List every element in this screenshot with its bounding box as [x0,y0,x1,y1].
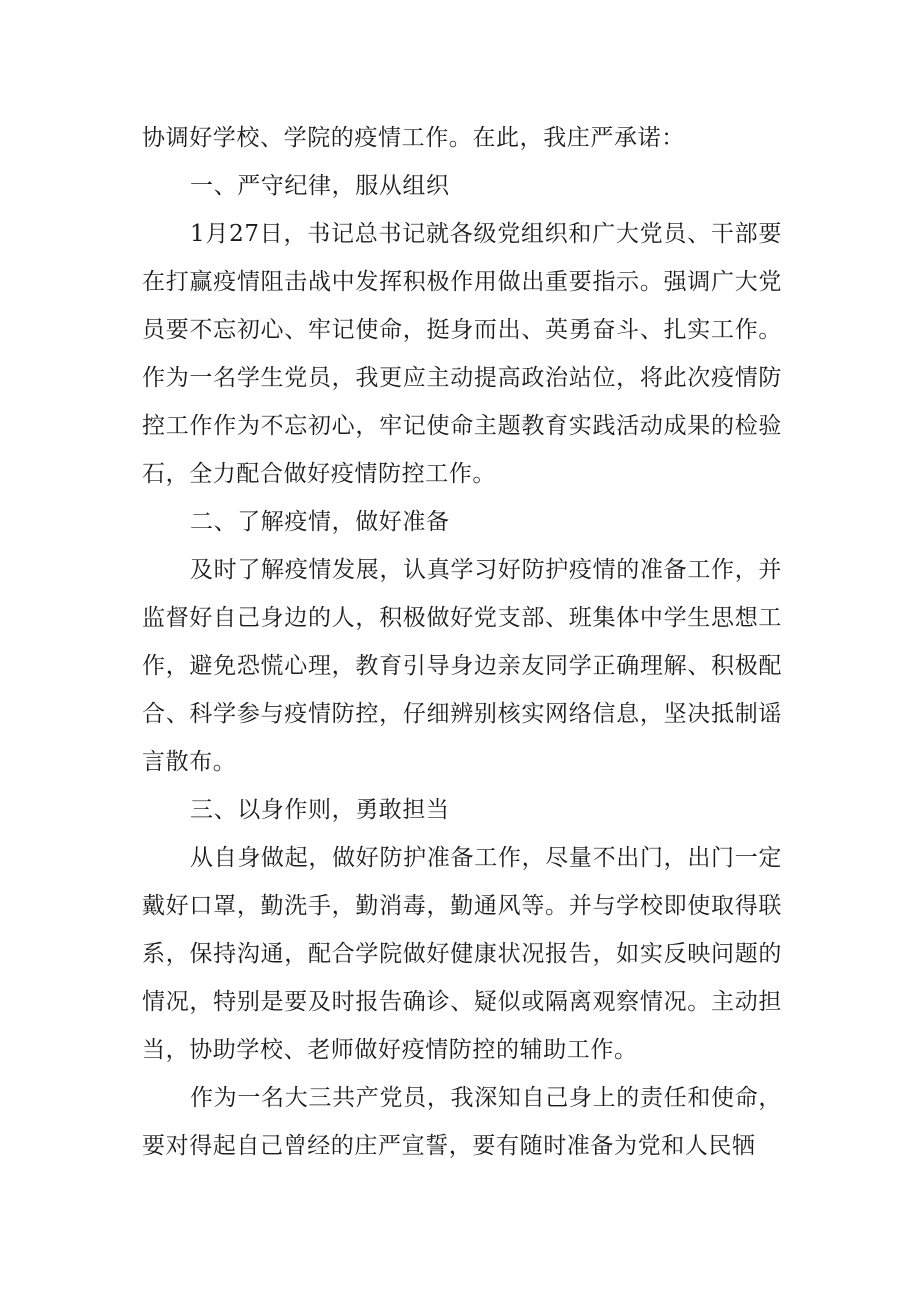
heading-responsibility: 三、以身作则，勇敢担当 [190,797,450,823]
paragraph-closing: 作为一名大三共产党员，我深知自己身上的责任和使命，要对得起自己曾经的庄严宣誓，要有随时准备为党和人民牺 [142,1085,782,1159]
heading-preparation: 二、了解疫情，做好准备 [190,509,450,535]
document-body [142,114,782,1170]
paragraph-preparation: 及时了解疫情发展，认真学习好防护疫情的准备工作，并监督好自己身边的人，积极做好党支部、班集体中学生思想工作，避免恐慌心理，教育引导身边亲友同学正确理解、积极配合、科学参与疫情防控，仔细辨别核实网络信息，坚决抵制谣言散布。 [142,557,782,775]
paragraph-discipline: 1月27日，书记总书记就各级党组织和广大党员、干部要在打赢疫情阻击战中发挥积极作用做出重要指示。强调广大党员要不忘初心、牢记使命，挺身而出、英勇奋斗、扎实工作。作为一名学生党员，我更应主动提高政治站位，将此次疫情防控工作作为不忘初心，牢记使命主题教育实践活动成果的检验石，全力配合做好疫情防控工作。 [142,221,782,487]
heading-discipline: 一、严守纪律，服从组织 [190,173,450,199]
paragraph-continuation: 协调好学校、学院的疫情工作。在此，我庄严承诺： [142,125,685,151]
paragraph-responsibility: 从自身做起，做好防护准备工作，尽量不出门，出门一定戴好口罩，勤洗手，勤消毒，勤通风等。并与学校即使取得联系，保持沟通，配合学院做好健康状况报告，如实反映问题的情况，特别是要及时报告确诊、疑似或隔离观察情况。主动担当，协助学校、老师做好疫情防控的辅助工作。 [142,845,782,1063]
